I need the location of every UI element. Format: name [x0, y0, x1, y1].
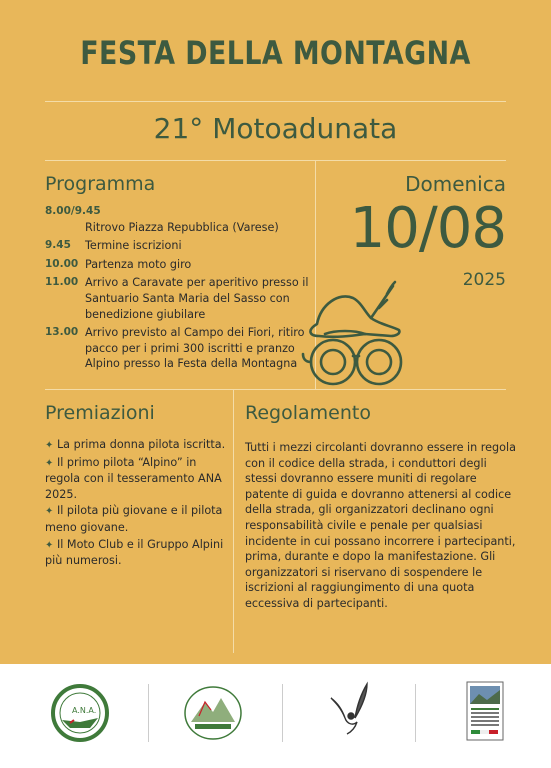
list-item: ✦ La prima donna pilota iscritta.	[45, 438, 226, 451]
diamond-icon: ✦	[45, 457, 54, 469]
programma-heading: Programma	[45, 173, 156, 195]
regolamento-text: Tutti i mezzi circolanti dovranno essere in regola con il codice della strada, i conduttori degli stessi dovranno essere muniti di regolare patente di guida e dovranno attenersi al codice della strada, gli organizzatori declinano ogni responsabilità civile e penale per qualsiasi incidente in cui possano incorrere i partecipanti, prima, durante e dopo la manifestazione. Gli organizzatori si riservano di sospendere le iscrizioni al raggiungimento di una quota eccessiva di partecipanti.	[245, 441, 516, 610]
divider	[45, 389, 506, 390]
program-item	[45, 275, 315, 322]
ana-varese-logo	[50, 682, 110, 744]
time-label: 13.00	[45, 326, 79, 339]
alpini-group-logo	[183, 684, 243, 742]
program-item	[45, 238, 315, 254]
list-item: ✦ Il primo pilota “Alpino” in regola con il tesseramento ANA 2025.	[45, 455, 222, 501]
logo-text: A.N.A.	[72, 706, 97, 715]
eagle-logo	[325, 678, 375, 744]
diamond-icon: ✦	[45, 440, 54, 451]
program-text: Ritrovo Piazza Repubblica (Varese)	[85, 220, 279, 234]
campo-dei-fiori-logo	[465, 680, 505, 742]
alpine-hat-icon	[295, 278, 415, 390]
list-item: ✦ Il Moto Club e il Gruppo Alpini più numerosi.	[45, 537, 224, 568]
diamond-icon: ✦	[45, 506, 54, 518]
program-text: Termine iscrizioni	[85, 239, 182, 253]
divider	[45, 160, 506, 161]
sponsor-logos	[0, 664, 551, 768]
program-item	[45, 257, 315, 273]
logo-separator	[282, 684, 283, 742]
subtitle: 21° Motoadunata	[153, 112, 398, 145]
program-text: Arrivo a Caravate per aperitivo presso il Santuario Santa Maria del Sasso con benedizione giubilare	[85, 276, 309, 321]
page-title: FESTA DELLA MONTAGNA	[80, 34, 471, 72]
premiazioni-heading: Premiazioni	[45, 402, 155, 424]
event-day: Domenica	[405, 172, 506, 196]
program-item	[45, 325, 315, 372]
list-item: ✦ Il pilota più giovane e il pilota meno giovane.	[45, 504, 223, 534]
time-label: 11.00	[45, 276, 79, 289]
premiazioni-list	[45, 437, 235, 570]
programma-list	[45, 204, 315, 375]
event-year: 2025	[462, 270, 506, 290]
regolamento-heading: Regolamento	[245, 402, 371, 424]
event-date: 10/08	[349, 196, 506, 261]
logo-separator	[148, 684, 149, 742]
program-text: Partenza moto giro	[85, 257, 192, 271]
program-text: Arrivo previsto al Campo dei Fiori, ritiro pacco per i primi 300 iscritti e pranzo Alpino presso la Festa della Montagna	[85, 326, 305, 371]
diamond-icon: ✦	[45, 539, 54, 551]
time-label: 10.00	[45, 257, 79, 270]
time-label: 8.00/9.45	[45, 205, 101, 217]
logo-separator	[415, 684, 416, 742]
time-label: 9.45	[45, 239, 71, 252]
divider	[45, 101, 506, 102]
